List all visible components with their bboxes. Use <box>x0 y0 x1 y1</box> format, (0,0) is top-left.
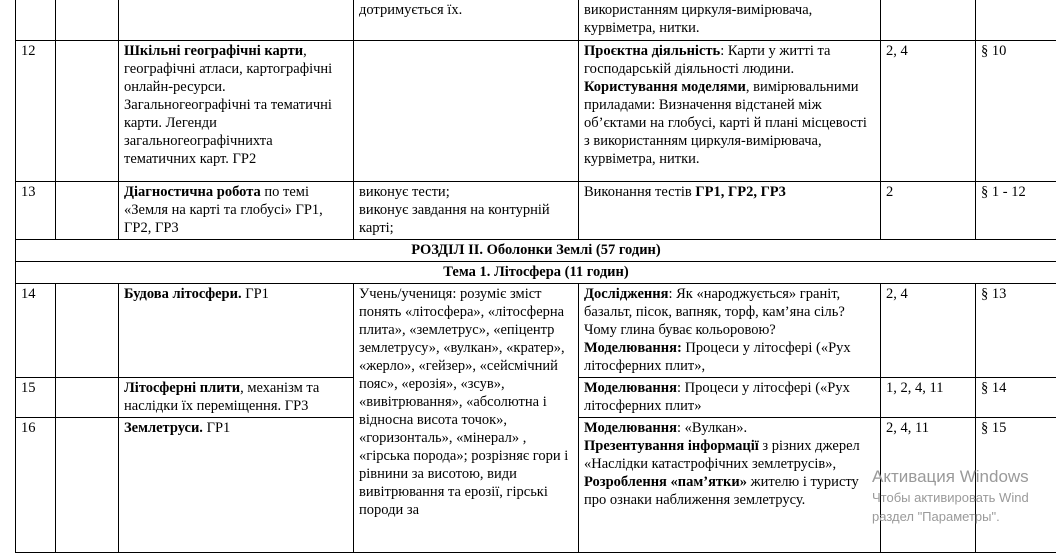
topic-cell: Шкільні географічні карти, географічні атласи, картографічні онлайн-ресурси. Загальногеографічні та тематичні карти. Легенди загальногеографічнихта тематичних карт. ГР2 <box>119 41 354 182</box>
paragraph-cell: § 10 <box>976 41 1056 182</box>
row-number: 16 <box>16 418 56 553</box>
table-row <box>16 284 1056 378</box>
topic-cell: Діагностична робота по темі «Земля на карті та глобусі» ГР1, ГР2, ГР3 <box>119 182 354 240</box>
topic-cell: Літосферні плити, механізм та наслідки їх переміщення. ГР3 <box>119 378 354 418</box>
paragraph-cell: § 15 <box>976 418 1056 553</box>
table-row <box>16 0 1056 41</box>
table-row <box>16 182 1056 240</box>
curriculum-table <box>15 0 1056 553</box>
lines-cell: 2, 4, 11 <box>881 418 976 553</box>
activity-cell: Моделювання: Процеси у літосфері («Рух літосферних плит» <box>579 378 881 418</box>
outcome-cell: виконує тести; виконує завдання на контурній карті; <box>354 182 579 240</box>
outcome-cell: дотримується їх. <box>354 0 579 41</box>
row-number: 14 <box>16 284 56 378</box>
activity-cell: використанням циркуля-вимірювача, курвіметра, нитки. <box>579 0 881 41</box>
activity-cell: Дослідження: Як «народжується» граніт, базальт, пісок, вапняк, торф, кам’яна сіль? Чому глина буває кольоровою? Моделювання: Процеси у літосфері («Рух літосферних плит», <box>579 284 881 378</box>
row-number: 12 <box>16 41 56 182</box>
paragraph-cell: § 1 - 12 <box>976 182 1056 240</box>
lines-cell: 2, 4 <box>881 284 976 378</box>
watermark-line: Чтобы активировать Wind <box>872 488 1029 507</box>
topic-title: Тема 1. Літосфера (11 годин) <box>16 262 1056 284</box>
outcome-cell <box>354 41 579 182</box>
lines-cell: 1, 2, 4, 11 <box>881 378 976 418</box>
topic-cell: Будова літосфери. ГР1 <box>119 284 354 378</box>
lines-cell: 2 <box>881 182 976 240</box>
row-number: 15 <box>16 378 56 418</box>
table-row <box>16 41 1056 182</box>
activity-cell: Моделювання: «Вулкан». Презентування інформації з різних джерел «Наслідки катастрофічних землетрусів», Розроблення «пам’ятки» жителю і туристу про ознаки наближення землетрусу. <box>579 418 881 553</box>
activity-cell: Виконання тестів ГР1, ГР2, ГР3 <box>579 182 881 240</box>
row-number: 13 <box>16 182 56 240</box>
paragraph-cell: § 14 <box>976 378 1056 418</box>
watermark-title: Активация Windows <box>872 466 1029 488</box>
activity-cell: Проєктна діяльність: Карти у житті та господарській діяльності людини. Користування моделями, вимірювальними приладами: Визначення відстаней між об’єктами на глобусі, карті й плані місцевості з використанням циркуля-вимірювача, курвіметра, нитки. <box>579 41 881 182</box>
paragraph-cell: § 13 <box>976 284 1056 378</box>
section-row <box>16 240 1056 262</box>
watermark-line: раздел "Параметры". <box>872 507 1029 526</box>
outcome-cell: Учень/учениця: розуміє зміст понять «літосфера», «літосферна плита», «землетрус», «епіцентр землетрусу», «вулкан», «кратер», «жерло», «гейзер», «сейсмічний пояс», «ерозія», «зсув», «вивітрювання», «абсолютна і відносна висота точок», «горизонталь», «мінерал» , «гірська порода»; розрізняє гори і рівнини за висотою, види вивітрювання та ерозії, гірські породи за <box>354 284 579 553</box>
lines-cell: 2, 4 <box>881 41 976 182</box>
topic-cell: Землетруси. ГР1 <box>119 418 354 553</box>
topic-row <box>16 262 1056 284</box>
section-title: РОЗДІЛ ІІ. Оболонки Землі (57 годин) <box>16 240 1056 262</box>
